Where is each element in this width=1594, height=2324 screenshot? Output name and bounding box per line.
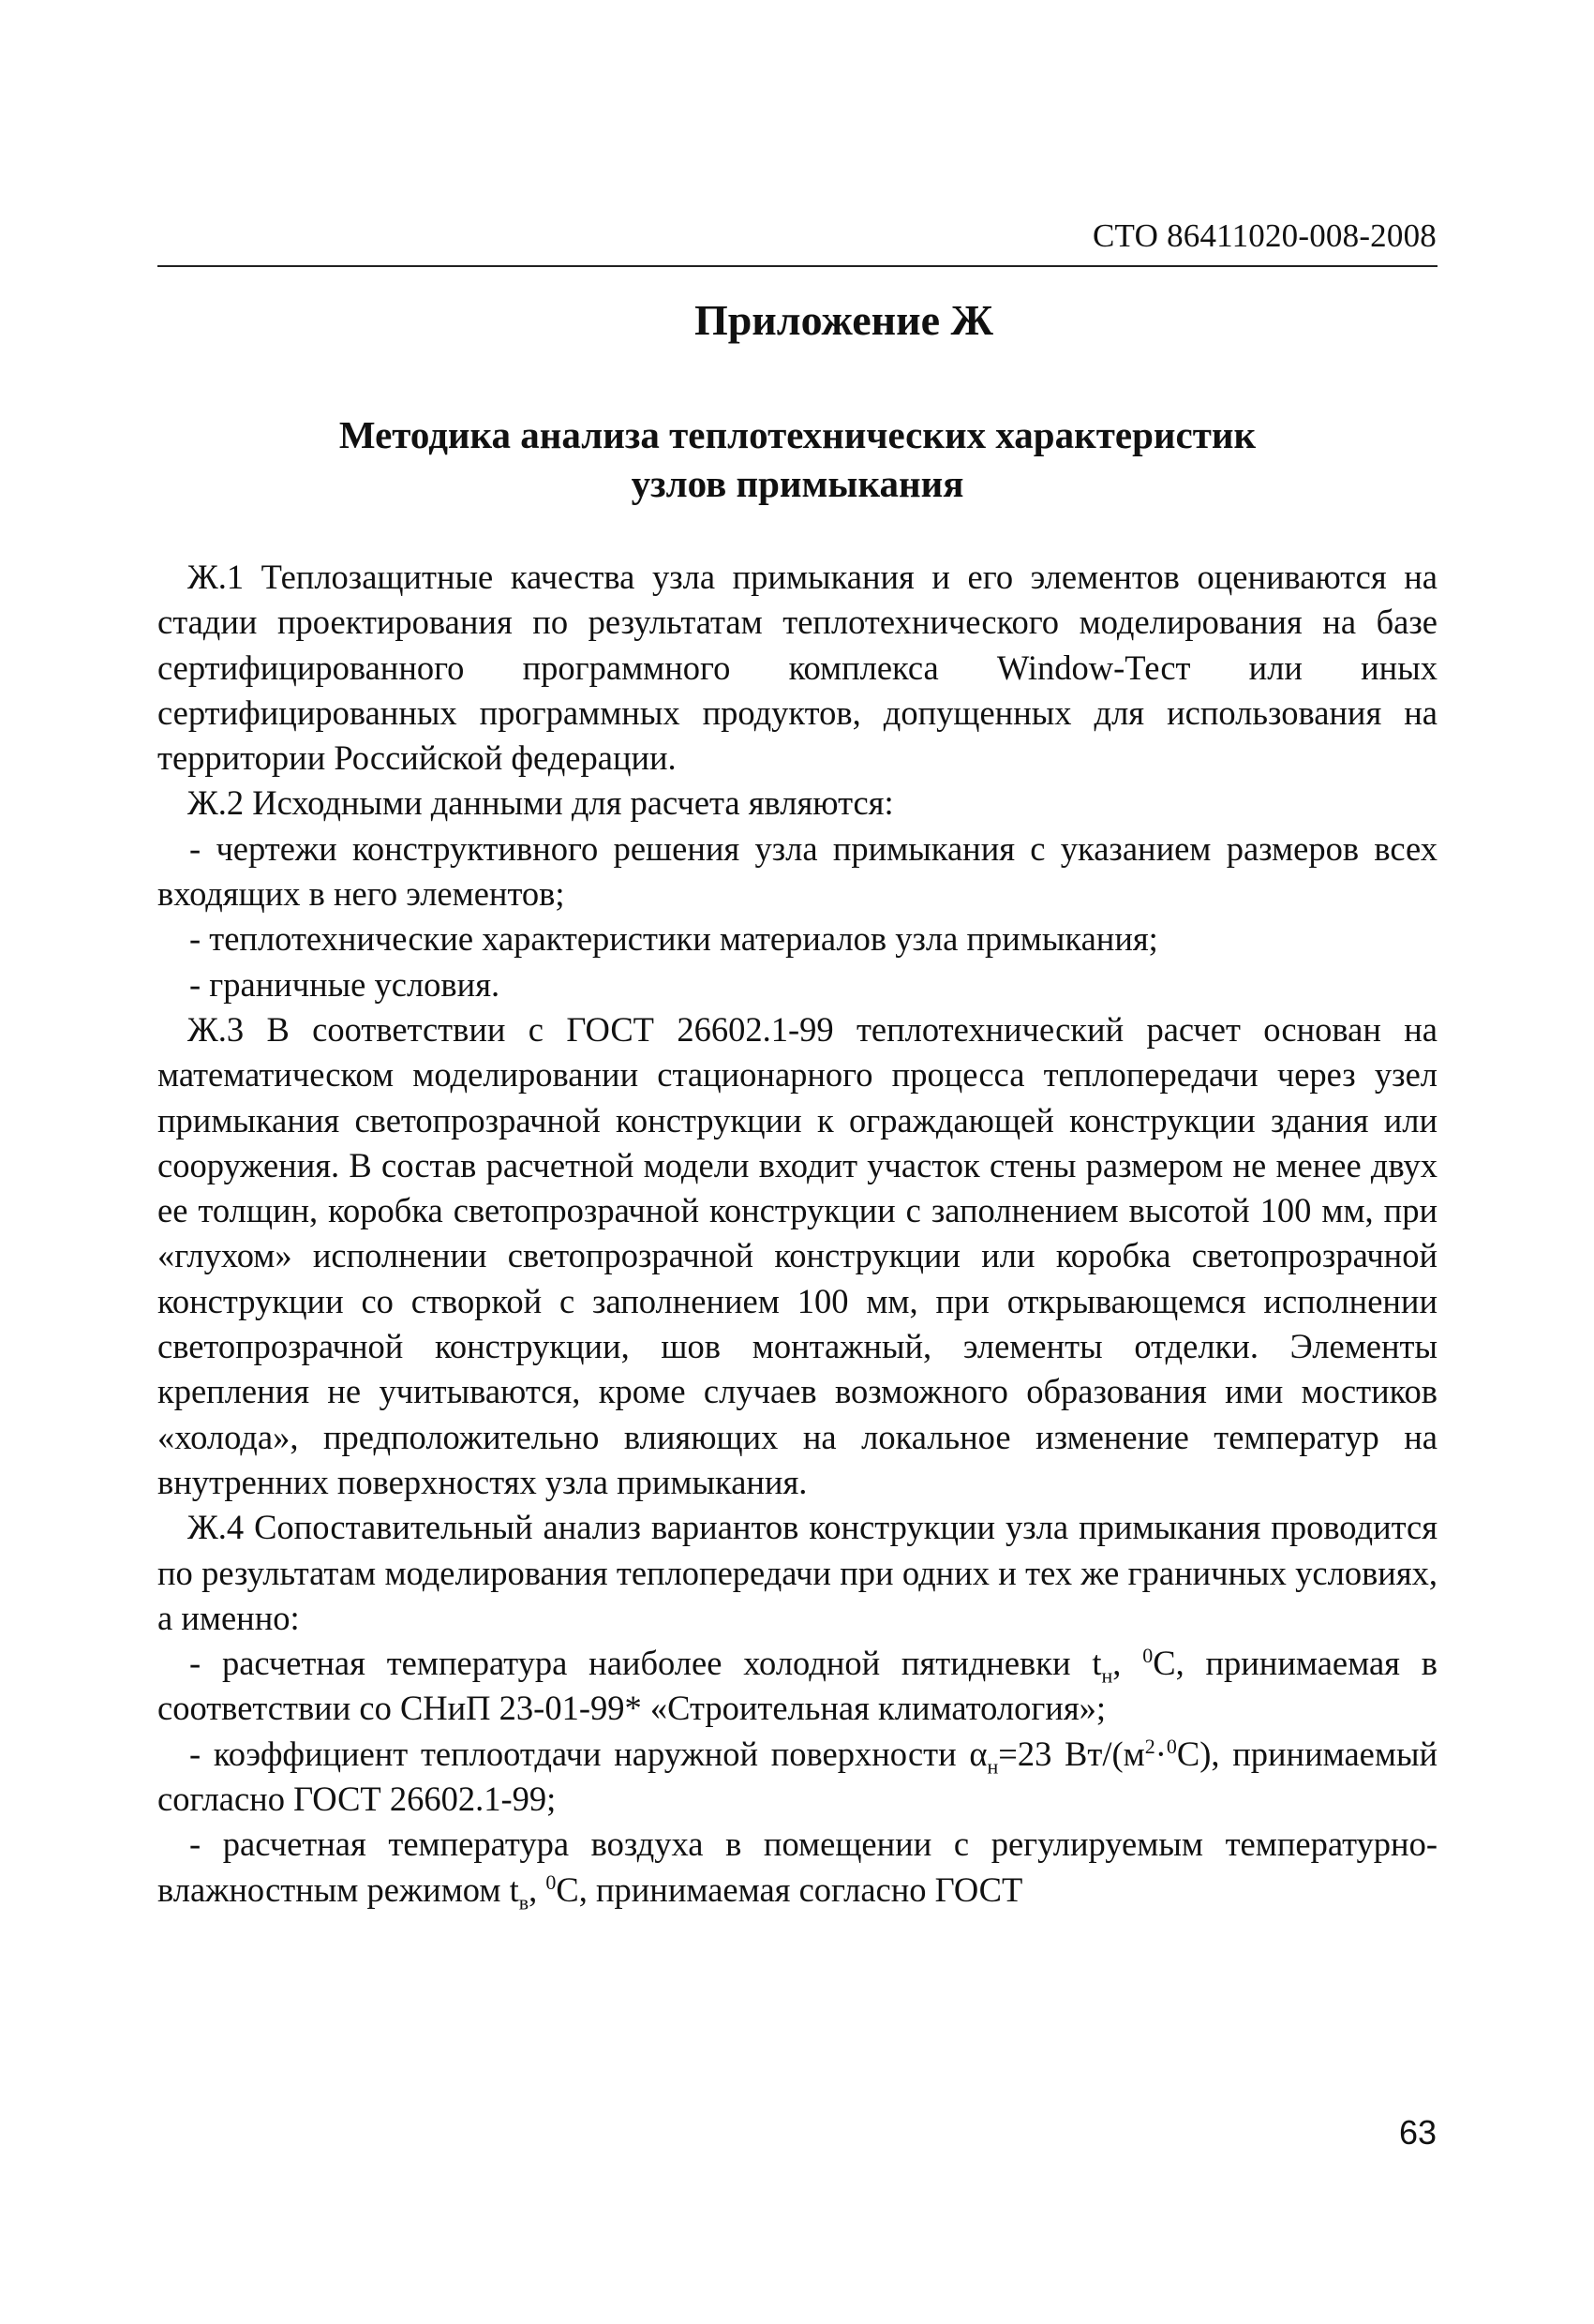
item-text: =23 Вт/(м [998, 1734, 1145, 1773]
paragraph-zh4: Ж.4 Сопоставительный анализ вариантов конструкции узла примыкания проводится по результатам моделирования теплопередачи при одних и тех же граничных условиях, а именно: [157, 1508, 1438, 1637]
subscript: н [987, 1754, 999, 1779]
item-text: - расчетная температура воздуха в помещении с регулируемым температурно-влажностным режимом t [157, 1825, 1438, 1909]
header-divider [157, 265, 1438, 267]
item-text: - коэффициент теплоотдачи наружной поверхности α [189, 1734, 988, 1773]
list-item [157, 1732, 1438, 1823]
appendix-title: Приложение Ж [693, 296, 994, 344]
superscript: 0 [545, 1870, 557, 1894]
subscript: в [518, 1889, 529, 1914]
section-title-line-1: Методика анализа теплотехнических характеристик [338, 413, 1257, 456]
list-item [157, 1822, 1438, 1913]
list-item [157, 1641, 1438, 1732]
item-text: - расчетная температура наиболее холодной пятидневки t [189, 1644, 1102, 1683]
document-code: СТО 86411020-008-2008 [1092, 217, 1437, 254]
subscript: н [1101, 1663, 1113, 1688]
list-item: - теплотехнические характеристики материалов узла примыкания; [189, 919, 1158, 959]
superscript: 2 [1144, 1734, 1155, 1758]
section-title-line-2: узлов примыкания [631, 462, 964, 505]
item-text: · [1155, 1734, 1167, 1773]
item-text: С, принимаемая в соответствии со СНиП 23-01-99* «Строительная климатология»; [157, 1644, 1438, 1728]
section-title [157, 410, 1438, 508]
list-item: - чертежи конструктивного решения узла примыкания с указанием размеров всех входящих в него элементов; [157, 828, 1438, 914]
page-number: 63 [1398, 2113, 1437, 2152]
paragraph-zh2: Ж.2 Исходными данными для расчета являются: [187, 783, 894, 823]
paragraph-zh1: Ж.1 Теплозащитные качества узла примыкания и его элементов оцениваются на стадии проектирования по результатам теплотехнического моделирования на базе сертифицированного программного комплекса Window-Тест или иных сертифицированных программных продуктов, допущенных для использования на территории Российской федерации. [157, 558, 1438, 778]
document-body [157, 555, 1438, 1913]
list-item: - граничные условия. [189, 964, 500, 1004]
superscript: 0 [1166, 1734, 1177, 1758]
paragraph-zh3: Ж.3 В соответствии с ГОСТ 26602.1-99 теплотехнический расчет основан на математическом моделировании стационарного процесса теплопередачи через узел примыкания светопрозрачной конструкции к ограждающей конструкции здания или сооружения. В состав расчетной модели входит участок стены размером не менее двух ее толщин, коробка светопрозрачной конструкции с заполнением высотой 100 мм, при «глухом» исполнении светопрозрачной конструкции или коробка светопрозрачной конструкции со створкой с заполнением 100 мм, при открывающемся исполнении светопрозрачной конструкции, шов монтажный, элементы отделки. Элементы крепления не учитываются, кроме случаев возможного образования ими мостиков «холода», предположительно влияющих на локальное изменение температур на внутренних поверхностях узла примыкания. [157, 1009, 1438, 1501]
item-text: , [529, 1870, 546, 1909]
item-text: , [1112, 1644, 1143, 1683]
item-text: С), принимаемый согласно ГОСТ 26602.1-99; [157, 1734, 1438, 1819]
superscript: 0 [1142, 1643, 1154, 1667]
item-text: С, принимаемая согласно ГОСТ [556, 1870, 1023, 1909]
